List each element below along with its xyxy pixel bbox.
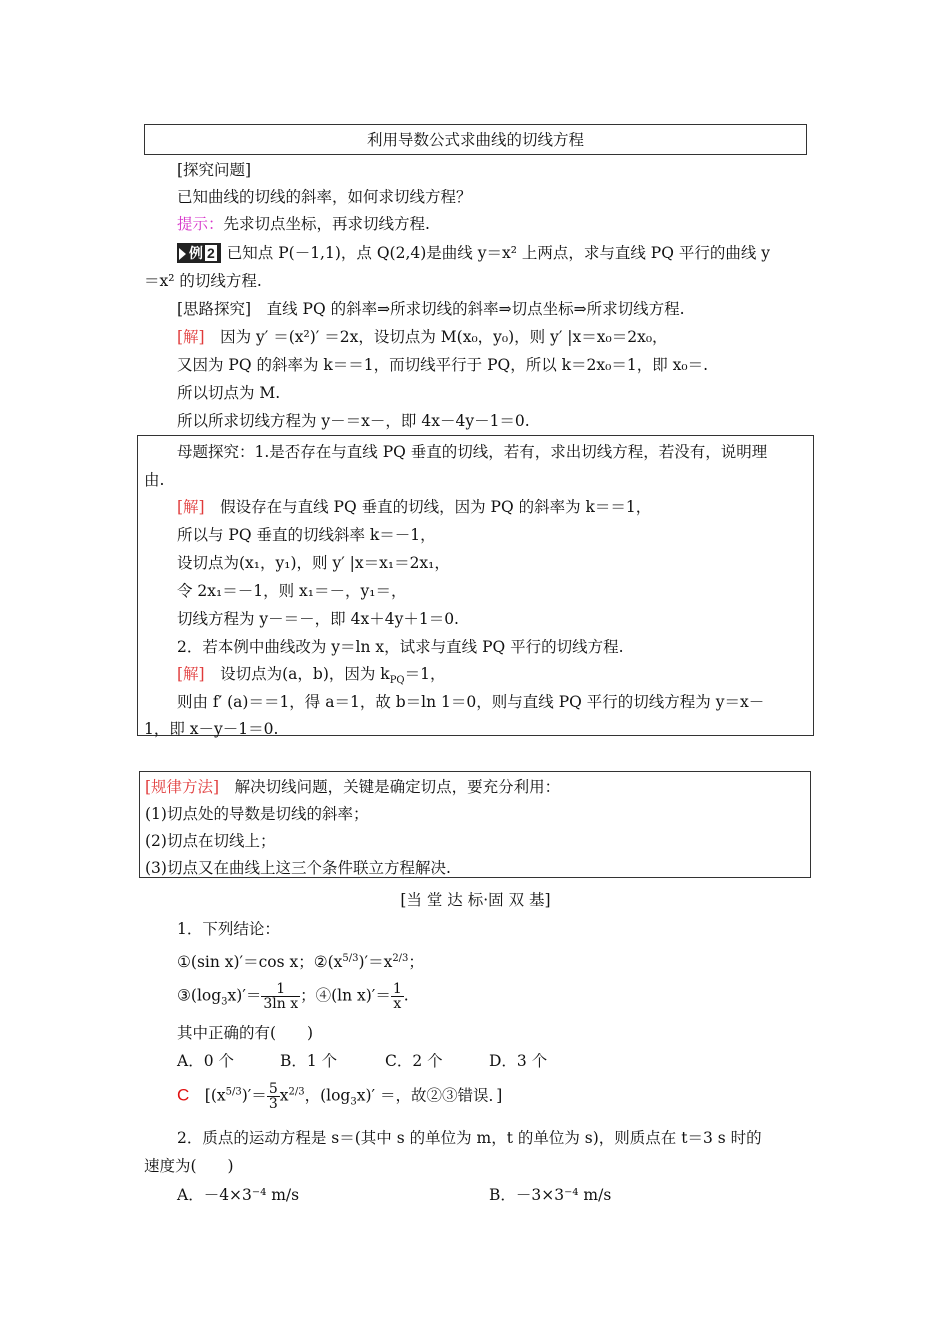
method-intro: 解决切线问题，关键是确定切点，要充分利用： xyxy=(234,778,561,796)
q1-option-c: C．2 个 xyxy=(385,1052,443,1070)
method-item1: (1)切点处的导数是切线的斜率； xyxy=(145,805,369,823)
mother-sol-line4: 令 2x₁＝－1，则 x₁＝－，y₁＝， xyxy=(177,582,407,600)
thinking xyxy=(177,297,685,319)
example-2-line1 xyxy=(177,241,770,263)
fraction: $\frac{1}{\text{3ln x}}$ xyxy=(263,981,299,1012)
method-line0 xyxy=(145,775,560,797)
mother-q1-line1: 母题探究：1.是否存在与直线 PQ 垂直的切线，若有，求出切线方程，若没有，说明理 xyxy=(177,443,768,461)
mother-q2: 2．若本例中曲线改为 y＝ln x，试求与直线 PQ 平行的切线方程. xyxy=(177,638,624,656)
example-badge: 例 2 xyxy=(177,243,221,263)
solution-line4: 所以所求切线方程为 y－＝x－，即 4x－4y－1＝0. xyxy=(177,412,530,430)
fraction: $\frac{5}{3}$ xyxy=(268,1081,278,1112)
mother-sol-tag: [解] xyxy=(177,498,205,516)
q1-option-d: D．3 个 xyxy=(489,1052,548,1070)
solution-line3: 所以切点为 M. xyxy=(177,384,281,402)
hint-label: 提示： xyxy=(177,215,224,233)
thinking-tag: [思路探究] xyxy=(177,300,252,318)
q1-ask: 其中正确的有( ) xyxy=(177,1024,314,1042)
q2-line1: 2．质点的运动方程是 s＝(其中 s 的单位为 m，t 的单位为 s)，则质点在 t＝3 s 时的 xyxy=(177,1129,762,1147)
explore-tag: [探究问题] xyxy=(177,161,252,179)
q1-option-b: B．1 个 xyxy=(280,1052,338,1070)
mother-q2-sol-tag: [解] xyxy=(177,665,205,683)
mother-sol-line3: 设切点为(x₁，y₁)，则 y′ |x＝x₁＝2x₁， xyxy=(177,554,450,572)
thinking-text: 直线 PQ 的斜率⇒所求切线的斜率⇒切点坐标⇒所求切线方程. xyxy=(266,300,685,318)
mother-sol-line2: 所以与 PQ 垂直的切线斜率 k＝－1， xyxy=(177,526,436,544)
q1-answer-line: C [$(x^{5/3})'=$ $\frac{5}{3}$ $x^{2/3}$，$(\log_3x)'$ ＝，故②③错误．] xyxy=(177,1081,503,1112)
triangle-icon xyxy=(179,248,186,260)
q2-line2: 速度为( ) xyxy=(144,1157,234,1175)
mother-q1-line2: 由. xyxy=(144,471,165,489)
example-2-line2: ＝x² 的切线方程. xyxy=(144,272,262,290)
q1-stem: 1．下列结论： xyxy=(177,920,280,938)
method-tag: [规律方法] xyxy=(145,778,220,796)
q1-formula-line2: $③(\log_3x)'=$ $\frac{1}{\text{3ln x}}$ ；④(ln x)′＝ $\frac{1}{x}$ . xyxy=(177,981,409,1012)
solution-tag: [解] xyxy=(177,328,205,346)
section-title: 利用导数公式求曲线的切线方程 xyxy=(366,131,584,149)
q2-option-b: B．－3×3⁻⁴ m/s xyxy=(489,1186,612,1204)
q1-answer: C xyxy=(177,1085,190,1105)
mother-sol-line1: [解] 假设存在与直线 PQ 垂直的切线，因为 PQ 的斜率为 k＝＝1， xyxy=(177,498,652,516)
q1-formula-line1: ①(sin x)′＝cos x；$②(x^{5/3})'=x^{2/3}$； xyxy=(177,952,424,971)
mother-sol-line5: 切线方程为 y－＝－，即 4x＋4y＋1＝0. xyxy=(177,610,459,628)
q1-option-a: A．0 个 xyxy=(177,1052,234,1070)
q2-option-a: A．－4×3⁻⁴ m/s xyxy=(177,1186,300,1204)
solution-line2: 又因为 PQ 的斜率为 k＝＝1，而切线平行于 PQ，所以 k＝2x₀＝1，即 x₀＝. xyxy=(177,356,709,374)
solution-line1: [解] 因为 y′ ＝(x²)′ ＝2x，设切点为 M(x₀，y₀)，则 y′ |x＝x₀＝2x₀， xyxy=(177,328,668,346)
explore-question: 已知曲线的切线的斜率，如何求切线方程？ xyxy=(177,188,472,206)
method-item3: (3)切点又在曲线上这三个条件联立方程解决. xyxy=(145,859,451,877)
method-item2: (2)切点在切线上； xyxy=(145,832,276,850)
mother-q2-sol-line2: 则由 f′ (a)＝＝1，得 a＝1，故 b＝ln 1＝0，则与直线 PQ 平行的切线方程为 y＝x－ xyxy=(177,693,765,711)
hint xyxy=(177,212,430,234)
mother-q2-sol-line1: [解] 设切点为(a，b)，因为 $k_{PQ}=1$， xyxy=(177,665,446,687)
fraction: $\frac{1}{x}$ xyxy=(392,981,402,1012)
example-text-1: 已知点 P(－1,1)，点 Q(2,4)是曲线 y＝x² 上两点，求与直线 PQ 平行的曲线 y xyxy=(226,244,771,262)
mother-q2-sol-line3: 1，即 x－y－1＝0. xyxy=(144,720,279,738)
hint-text: 先求切点坐标，再求切线方程. xyxy=(223,215,430,233)
practice-header: [当 堂 达 标·固 双 基] xyxy=(400,891,551,909)
